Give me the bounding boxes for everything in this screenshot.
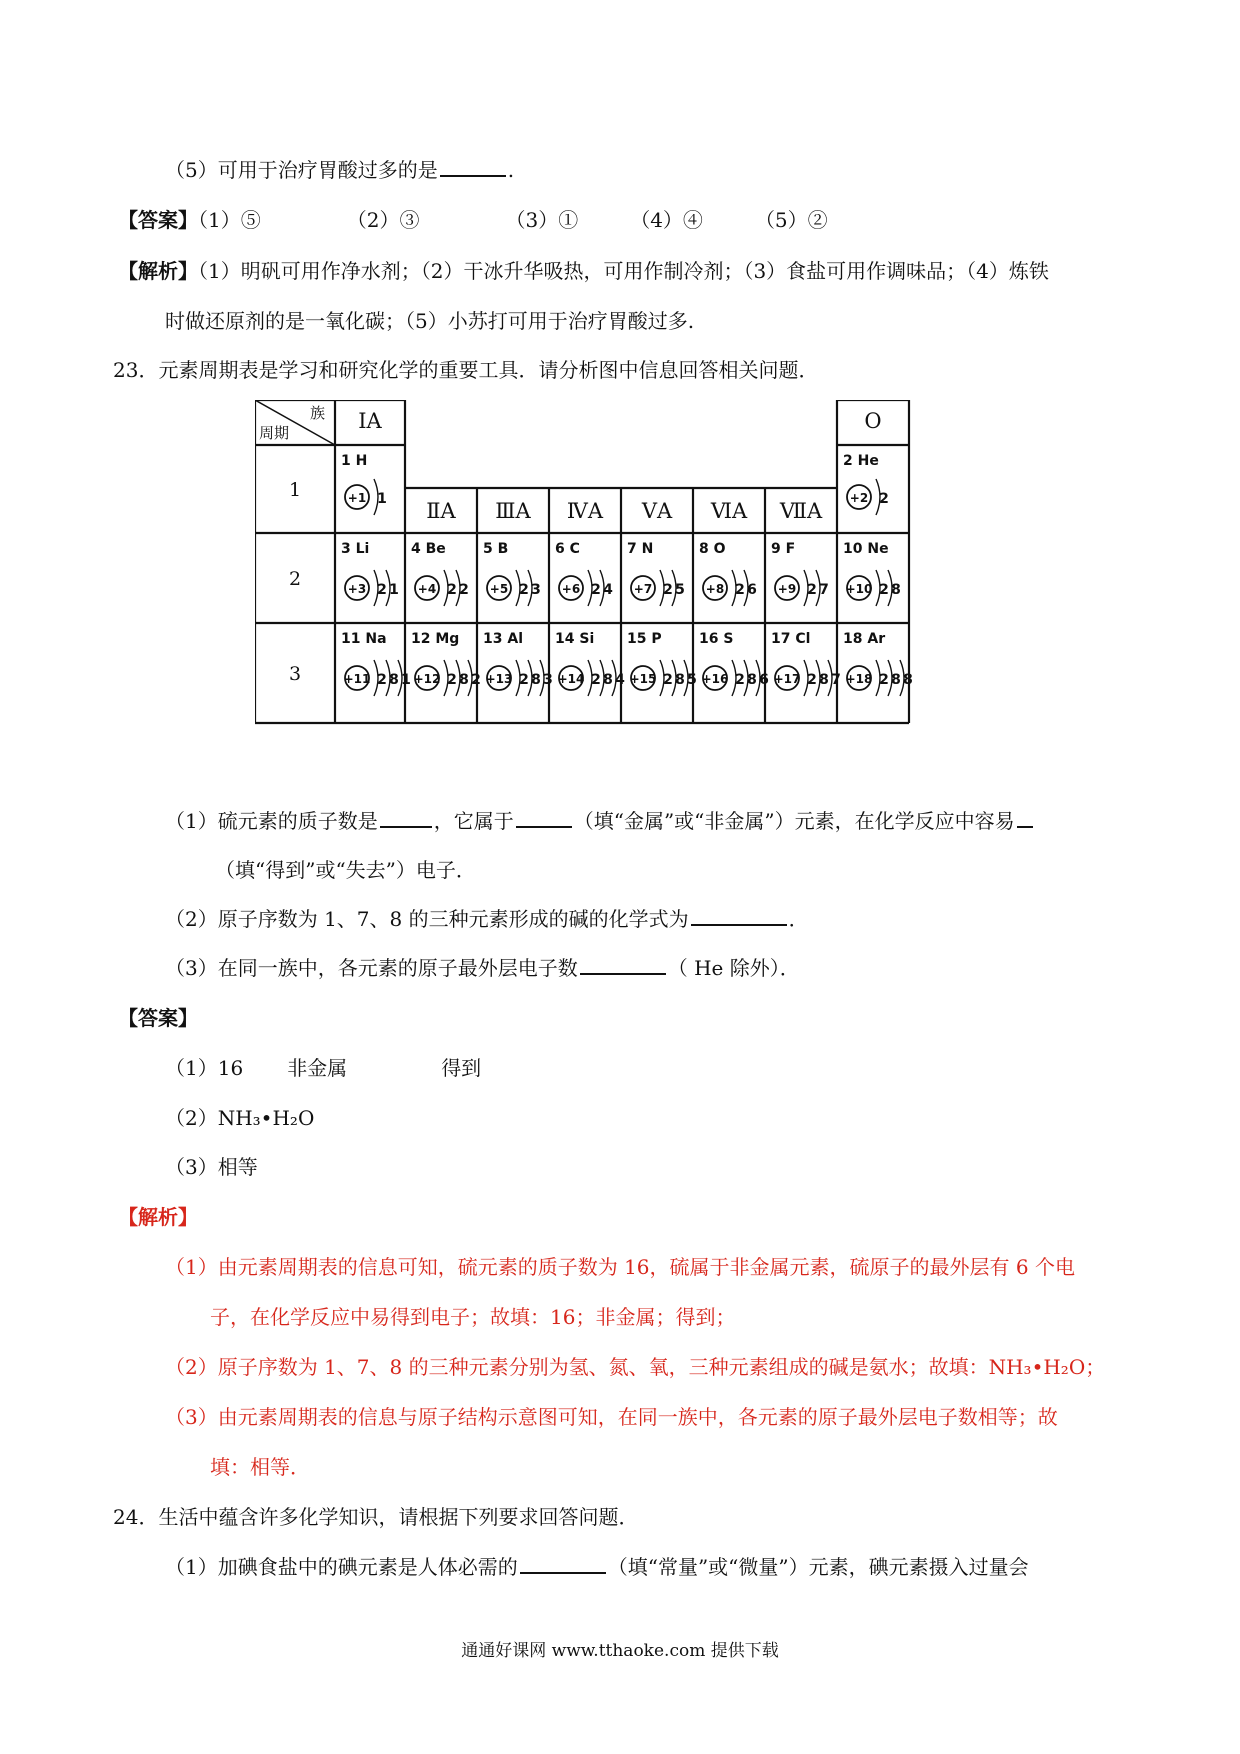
shell-electron-count: 2 — [447, 672, 457, 688]
shell-electron-count: 2 — [807, 672, 817, 688]
nucleus-charge: +3 — [347, 582, 367, 596]
shell-electron-count: 2 — [663, 582, 673, 598]
element-label: 5 B — [483, 541, 509, 557]
nucleus-charge: +9 — [777, 582, 797, 596]
shell-electron-count: 1 — [389, 582, 399, 598]
shell-electron-count: 1 — [401, 672, 411, 688]
shell-electron-count: 2 — [735, 672, 745, 688]
nucleus-charge: +13 — [485, 672, 513, 686]
nucleus-charge: +14 — [557, 672, 585, 686]
shell-electron-count: 3 — [531, 582, 541, 598]
nucleus-charge: +6 — [561, 582, 581, 596]
element-label: 14 Si — [555, 631, 595, 647]
corner-period-label: 周期 — [259, 424, 290, 442]
nucleus-charge: +10 — [845, 582, 873, 596]
answer-item: （4）④ — [630, 208, 703, 232]
group-label: ⅠA — [358, 409, 382, 433]
element-label: 1 H — [341, 453, 368, 469]
shell-electron-count: 3 — [543, 672, 553, 688]
element-label: 10 Ne — [843, 541, 889, 557]
element-label: 6 C — [555, 541, 580, 557]
answer-blank[interactable] — [380, 806, 432, 828]
shell-electron-count: 2 — [459, 582, 469, 598]
shell-electron-count: 2 — [519, 582, 529, 598]
nucleus-charge: +1 — [347, 491, 367, 505]
answer-label: 【答案】 — [118, 208, 198, 232]
corner-group-label: 族 — [310, 404, 326, 422]
shell-electron-count: 2 — [377, 672, 387, 688]
shell-electron-count: 6 — [747, 582, 757, 598]
answer-item: （3）① — [505, 208, 579, 232]
element-label: 3 Li — [341, 541, 370, 557]
answer-blank[interactable] — [580, 953, 666, 975]
answer-item: （1）⑤ — [198, 208, 261, 232]
shell-electron-count: 2 — [879, 582, 889, 598]
group-label: ⅣA — [566, 499, 604, 523]
nucleus-charge: +16 — [701, 672, 729, 686]
nucleus-charge: +7 — [633, 582, 653, 596]
q24-title: 24．生活中蕴含许多化学知识，请根据下列要求回答问题． — [113, 1505, 639, 1529]
q23-analysis-line: （3）由元素周期表的信息与原子结构示意图可知，在同一族中，各元素的原子最外层电子数相等；故 — [165, 1405, 1058, 1429]
group-label: ⅡA — [426, 499, 456, 523]
answer-blank[interactable] — [516, 806, 572, 828]
q23-q1: （1）硫元素的质子数是 ，它属于 （填“金属”或“非金属”）元素，在化学反应中容易 — [165, 806, 1035, 836]
shell-electron-count: 2 — [471, 672, 481, 688]
shell-electron-count: 8 — [675, 672, 685, 688]
shell-electron-count: 7 — [819, 582, 829, 598]
shell-electron-count: 8 — [819, 672, 829, 688]
element-label: 16 S — [699, 631, 734, 647]
nucleus-charge: +8 — [705, 582, 725, 596]
shell-electron-count: 2 — [663, 672, 673, 688]
shell-electron-count: 6 — [759, 672, 769, 688]
shell-electron-count: 8 — [531, 672, 541, 688]
shell-electron-count: 8 — [903, 672, 913, 688]
element-label: 9 F — [771, 541, 796, 557]
analysis-label: 【解析】 — [118, 259, 198, 283]
shell-electron-count: 2 — [591, 672, 601, 688]
nucleus-charge: +11 — [343, 672, 371, 686]
shell-electron-count: 1 — [377, 491, 387, 507]
q23-q1-cont: （填“得到”或“失去”）电子． — [215, 858, 476, 882]
answer-item: （2）③ — [346, 208, 420, 232]
shell-electron-count: 8 — [459, 672, 469, 688]
q22-analysis-line1: 【解析】（1）明矾可用作净水剂；（2）干冰升华吸热，可用作制冷剂；（3）食盐可用作调味品；（4）炼铁 — [118, 259, 1049, 283]
element-label: 18 Ar — [843, 631, 886, 647]
q23-title: 23．元素周期表是学习和研究化学的重要工具．请分析图中信息回答相关问题． — [113, 358, 819, 382]
shell-electron-count: 8 — [389, 672, 399, 688]
nucleus-charge: +12 — [413, 672, 441, 686]
nucleus-charge: +2 — [849, 491, 869, 505]
q23-q2: （2）原子序数为 1、7、8 的三种元素形成的碱的化学式为 ． — [165, 904, 809, 934]
nucleus-charge: +15 — [629, 672, 657, 686]
q23-answer-label: 【答案】 — [118, 1006, 198, 1030]
q23-ans3: （3）相等 — [165, 1155, 258, 1179]
element-label: 2 He — [843, 453, 879, 469]
q23-analysis-label: 【解析】 — [118, 1205, 198, 1229]
shell-electron-count: 2 — [807, 582, 817, 598]
element-label: 15 P — [627, 631, 662, 647]
answer-item: （5）② — [754, 208, 828, 232]
q23-analysis-line: 填：相等． — [210, 1455, 310, 1479]
answer-blank[interactable] — [1017, 806, 1033, 828]
q23-analysis-line: （2）原子序数为 1、7、8 的三种元素分别为氢、氮、氧，三种元素组成的碱是氨水；故填：NH₃•H₂O； — [165, 1355, 1106, 1379]
q23-ans1: （1）16 非金属 得到 — [165, 1056, 482, 1080]
q23-q3: （3）在同一族中，各元素的原子最外层电子数 （ He 除外）． — [165, 953, 800, 983]
periodic-table — [255, 400, 995, 765]
element-label: 7 N — [627, 541, 654, 557]
group-label: ⅢA — [495, 499, 531, 523]
shell-electron-count: 8 — [603, 672, 613, 688]
q22-item5-text: （5）可用于治疗胃酸过多的是 — [165, 158, 438, 182]
element-label: 17 Cl — [771, 631, 811, 647]
nucleus-charge: +5 — [489, 582, 509, 596]
shell-electron-count: 2 — [735, 582, 745, 598]
group-label: ⅦA — [779, 499, 823, 523]
q22-answer — [118, 205, 828, 235]
answer-blank[interactable] — [440, 155, 506, 177]
page-footer: 通通好课网 www.tthaoke.com 提供下载 — [461, 1641, 779, 1661]
group-label: ⅥA — [710, 499, 748, 523]
q22-item5: （5）可用于治疗胃酸过多的是 . — [165, 155, 514, 185]
shell-electron-count: 2 — [447, 582, 457, 598]
q22-analysis-line2: 时做还原剂的是一氧化碳；（5）小苏打可用于治疗胃酸过多. — [165, 309, 695, 333]
element-label: 8 O — [699, 541, 726, 557]
element-label: 4 Be — [411, 541, 446, 557]
shell-electron-count: 2 — [519, 672, 529, 688]
shell-electron-count: 5 — [687, 672, 697, 688]
shell-electron-count: 4 — [615, 672, 625, 688]
q24-q1: （1）加碘食盐中的碘元素是人体必需的 （填“常量”或“微量”）元素，碘元素摄入过量会 — [165, 1552, 1029, 1582]
element-label: 11 Na — [341, 631, 387, 647]
element-label: 12 Mg — [411, 631, 460, 647]
group-label: ⅤA — [641, 499, 673, 523]
q23-analysis-line: 子，在化学反应中易得到电子；故填：16；非金属；得到； — [210, 1305, 736, 1329]
shell-electron-count: 2 — [879, 672, 889, 688]
period-label: 3 — [288, 663, 302, 685]
answer-blank[interactable] — [691, 904, 787, 926]
shell-electron-count: 7 — [831, 672, 841, 688]
shell-electron-count: 8 — [891, 672, 901, 688]
shell-electron-count: 2 — [377, 582, 387, 598]
shell-electron-count: 8 — [891, 582, 901, 598]
element-label: 13 Al — [483, 631, 523, 647]
nucleus-charge: +18 — [845, 672, 873, 686]
shell-electron-count: 8 — [747, 672, 757, 688]
nucleus-charge: +17 — [773, 672, 801, 686]
period-label: 1 — [288, 479, 302, 501]
shell-electron-count: 2 — [879, 491, 889, 507]
period-label: 2 — [288, 568, 302, 590]
q23-ans2: （2）NH₃•H₂O — [165, 1106, 315, 1130]
nucleus-charge: +4 — [417, 582, 437, 596]
shell-electron-count: 4 — [603, 582, 613, 598]
q23-analysis-line: （1）由元素周期表的信息可知，硫元素的质子数为 16，硫属于非金属元素，硫原子的最外层有 6 个电 — [165, 1255, 1075, 1279]
shell-electron-count: 2 — [591, 582, 601, 598]
answer-blank[interactable] — [520, 1552, 606, 1574]
group-label: O — [864, 409, 882, 433]
shell-electron-count: 5 — [675, 582, 685, 598]
